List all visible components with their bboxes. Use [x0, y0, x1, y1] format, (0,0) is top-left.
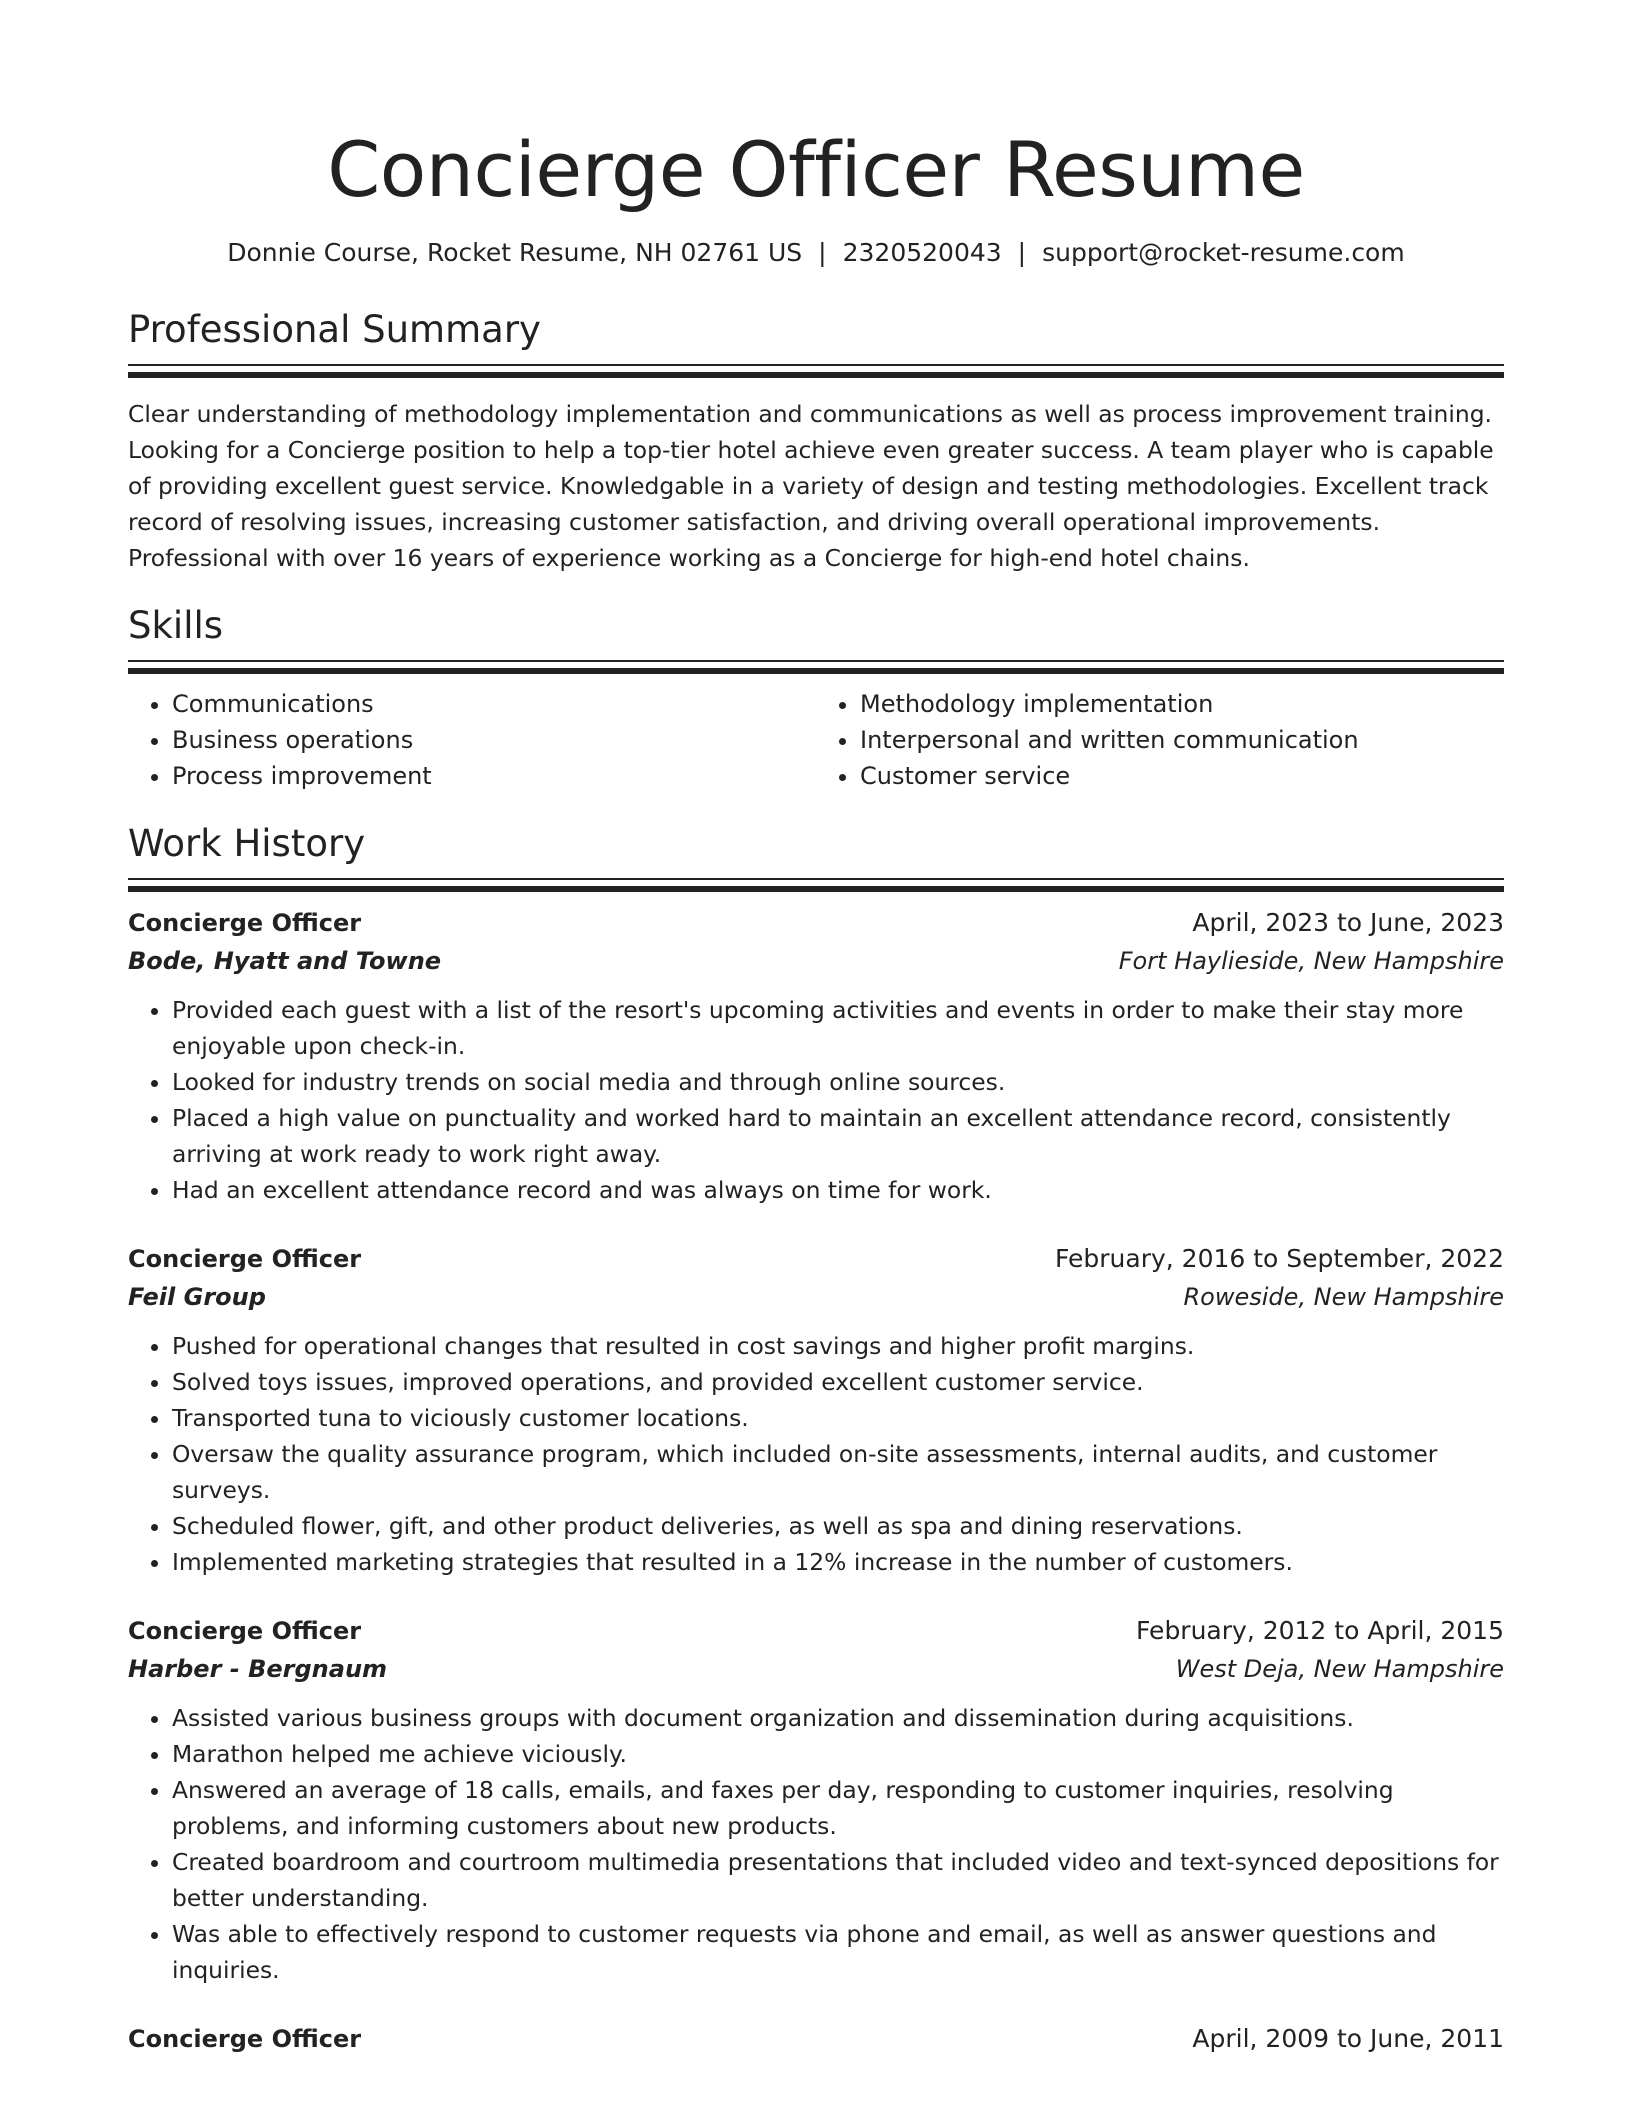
job-bullet: • Transported tuna to viciously customer locations.: [172, 1400, 1504, 1436]
job-company-row: [128, 1278, 1504, 1316]
section-divider: [128, 878, 1504, 892]
job-bullet: • Implemented marketing strategies that resulted in a 12% increase in the number of customers.: [172, 1544, 1504, 1580]
job-dates: February, 2016 to September, 2022: [1055, 1244, 1504, 1273]
job-entry: [128, 1240, 1504, 1580]
section-divider: [128, 364, 1504, 378]
skill-item: • Process improvement: [172, 758, 816, 794]
job-bullet: • Looked for industry trends on social media and through online sources.: [172, 1064, 1504, 1100]
summary-section: [128, 306, 1504, 576]
job-bullets: [128, 1700, 1504, 1988]
job-bullet: • Oversaw the quality assurance program, which included on-site assessments, internal audits, and customer surveys.: [172, 1436, 1504, 1508]
skill-item: • Communications: [172, 686, 816, 722]
job-bullet: • Created boardroom and courtroom multimedia presentations that included video and text-synced depositions for better understanding.: [172, 1844, 1504, 1916]
contact-separator: |: [818, 238, 827, 267]
skills-column-right: [816, 686, 1504, 794]
job-bullet: • Had an excellent attendance record and was always on time for work.: [172, 1172, 1504, 1208]
job-company: Bode, Hyatt and Towne: [128, 947, 442, 975]
job-header-row: [128, 904, 1504, 942]
skill-item: • Customer service: [860, 758, 1504, 794]
job-title: Concierge Officer: [128, 2025, 362, 2053]
job-dates: February, 2012 to April, 2015: [1136, 1616, 1504, 1645]
contact-phone: 2320520043: [842, 238, 1002, 267]
contact-separator: |: [1017, 238, 1027, 267]
section-divider: [128, 660, 1504, 674]
job-company: Feil Group: [128, 1283, 266, 1311]
work-section: [128, 820, 1504, 2058]
job-header-row: [128, 1240, 1504, 1278]
contact-line: [128, 236, 1504, 270]
skills-grid: [128, 686, 1504, 794]
job-entry: [128, 904, 1504, 1208]
job-bullet: • Provided each guest with a list of the resort's upcoming activities and events in order to make their stay more enjoyable upon check-in.: [172, 992, 1504, 1064]
job-bullet: • Scheduled flower, gift, and other product deliveries, as well as spa and dining reservations.: [172, 1508, 1504, 1544]
summary-heading: Professional Summary: [128, 308, 541, 351]
job-bullet: • Marathon helped me achieve viciously.: [172, 1736, 1504, 1772]
job-bullets: [128, 992, 1504, 1208]
job-bullet: • Pushed for operational changes that resulted in cost savings and higher profit margins.: [172, 1328, 1504, 1364]
skill-item: • Interpersonal and written communication: [860, 722, 1504, 758]
skills-column-left: [128, 686, 816, 794]
job-header-row: [128, 1612, 1504, 1650]
skill-item: • Business operations: [172, 722, 816, 758]
job-location: Fort Haylieside, New Hampshire: [1118, 947, 1504, 975]
resume-title: Concierge Officer Resume: [327, 125, 1305, 214]
summary-text: Clear understanding of methodology implementation and communications as well as process improvement training. Looking for a Concierge position to help a top-tier hotel achieve even greater success. A team player who is capable of providing excellent guest service. Knowledgable in a variety of design and testing methodologies. Excellent track record of resolving issues, increasing customer satisfaction, and driving overall operational improvements. Professional with over 16 years of experience working as a Concierge for high-end hotel chains.: [128, 400, 1494, 572]
job-title: Concierge Officer: [128, 1245, 362, 1273]
job-bullet: • Placed a high value on punctuality and worked hard to maintain an excellent attendance record, consistently arriving at work ready to work right away.: [172, 1100, 1504, 1172]
job-bullet: • Answered an average of 18 calls, emails, and faxes per day, responding to customer inquiries, resolving problems, and informing customers about new products.: [172, 1772, 1504, 1844]
job-dates: April, 2009 to June, 2011: [1192, 2024, 1504, 2053]
job-bullet: • Was able to effectively respond to customer requests via phone and email, as well as answer questions and inquiries.: [172, 1916, 1504, 1988]
job-title: Concierge Officer: [128, 909, 362, 937]
job-location: West Deja, New Hampshire: [1175, 1655, 1504, 1683]
job-title: Concierge Officer: [128, 1617, 362, 1645]
skills-section: [128, 602, 1504, 794]
work-heading: Work History: [128, 822, 366, 865]
skills-heading: Skills: [128, 604, 224, 647]
job-entry: [128, 1612, 1504, 1988]
contact-email: support@rocket-resume.com: [1042, 238, 1405, 267]
job-header-row: [128, 2020, 1504, 2058]
job-entry: [128, 2020, 1504, 2058]
contact-address: Donnie Course, Rocket Resume, NH 02761 US: [227, 238, 803, 267]
job-company-row: [128, 942, 1504, 980]
job-company: Harber - Bergnaum: [128, 1655, 388, 1683]
resume-page: [128, 0, 1504, 2058]
job-bullet: • Solved toys issues, improved operations, and provided excellent customer service.: [172, 1364, 1504, 1400]
job-company-row: [128, 1650, 1504, 1688]
skill-item: • Methodology implementation: [860, 686, 1504, 722]
job-bullets: [128, 1328, 1504, 1580]
job-dates: April, 2023 to June, 2023: [1192, 908, 1504, 937]
job-location: Roweside, New Hampshire: [1183, 1283, 1504, 1311]
job-bullet: • Assisted various business groups with document organization and dissemination during acquisitions.: [172, 1700, 1504, 1736]
